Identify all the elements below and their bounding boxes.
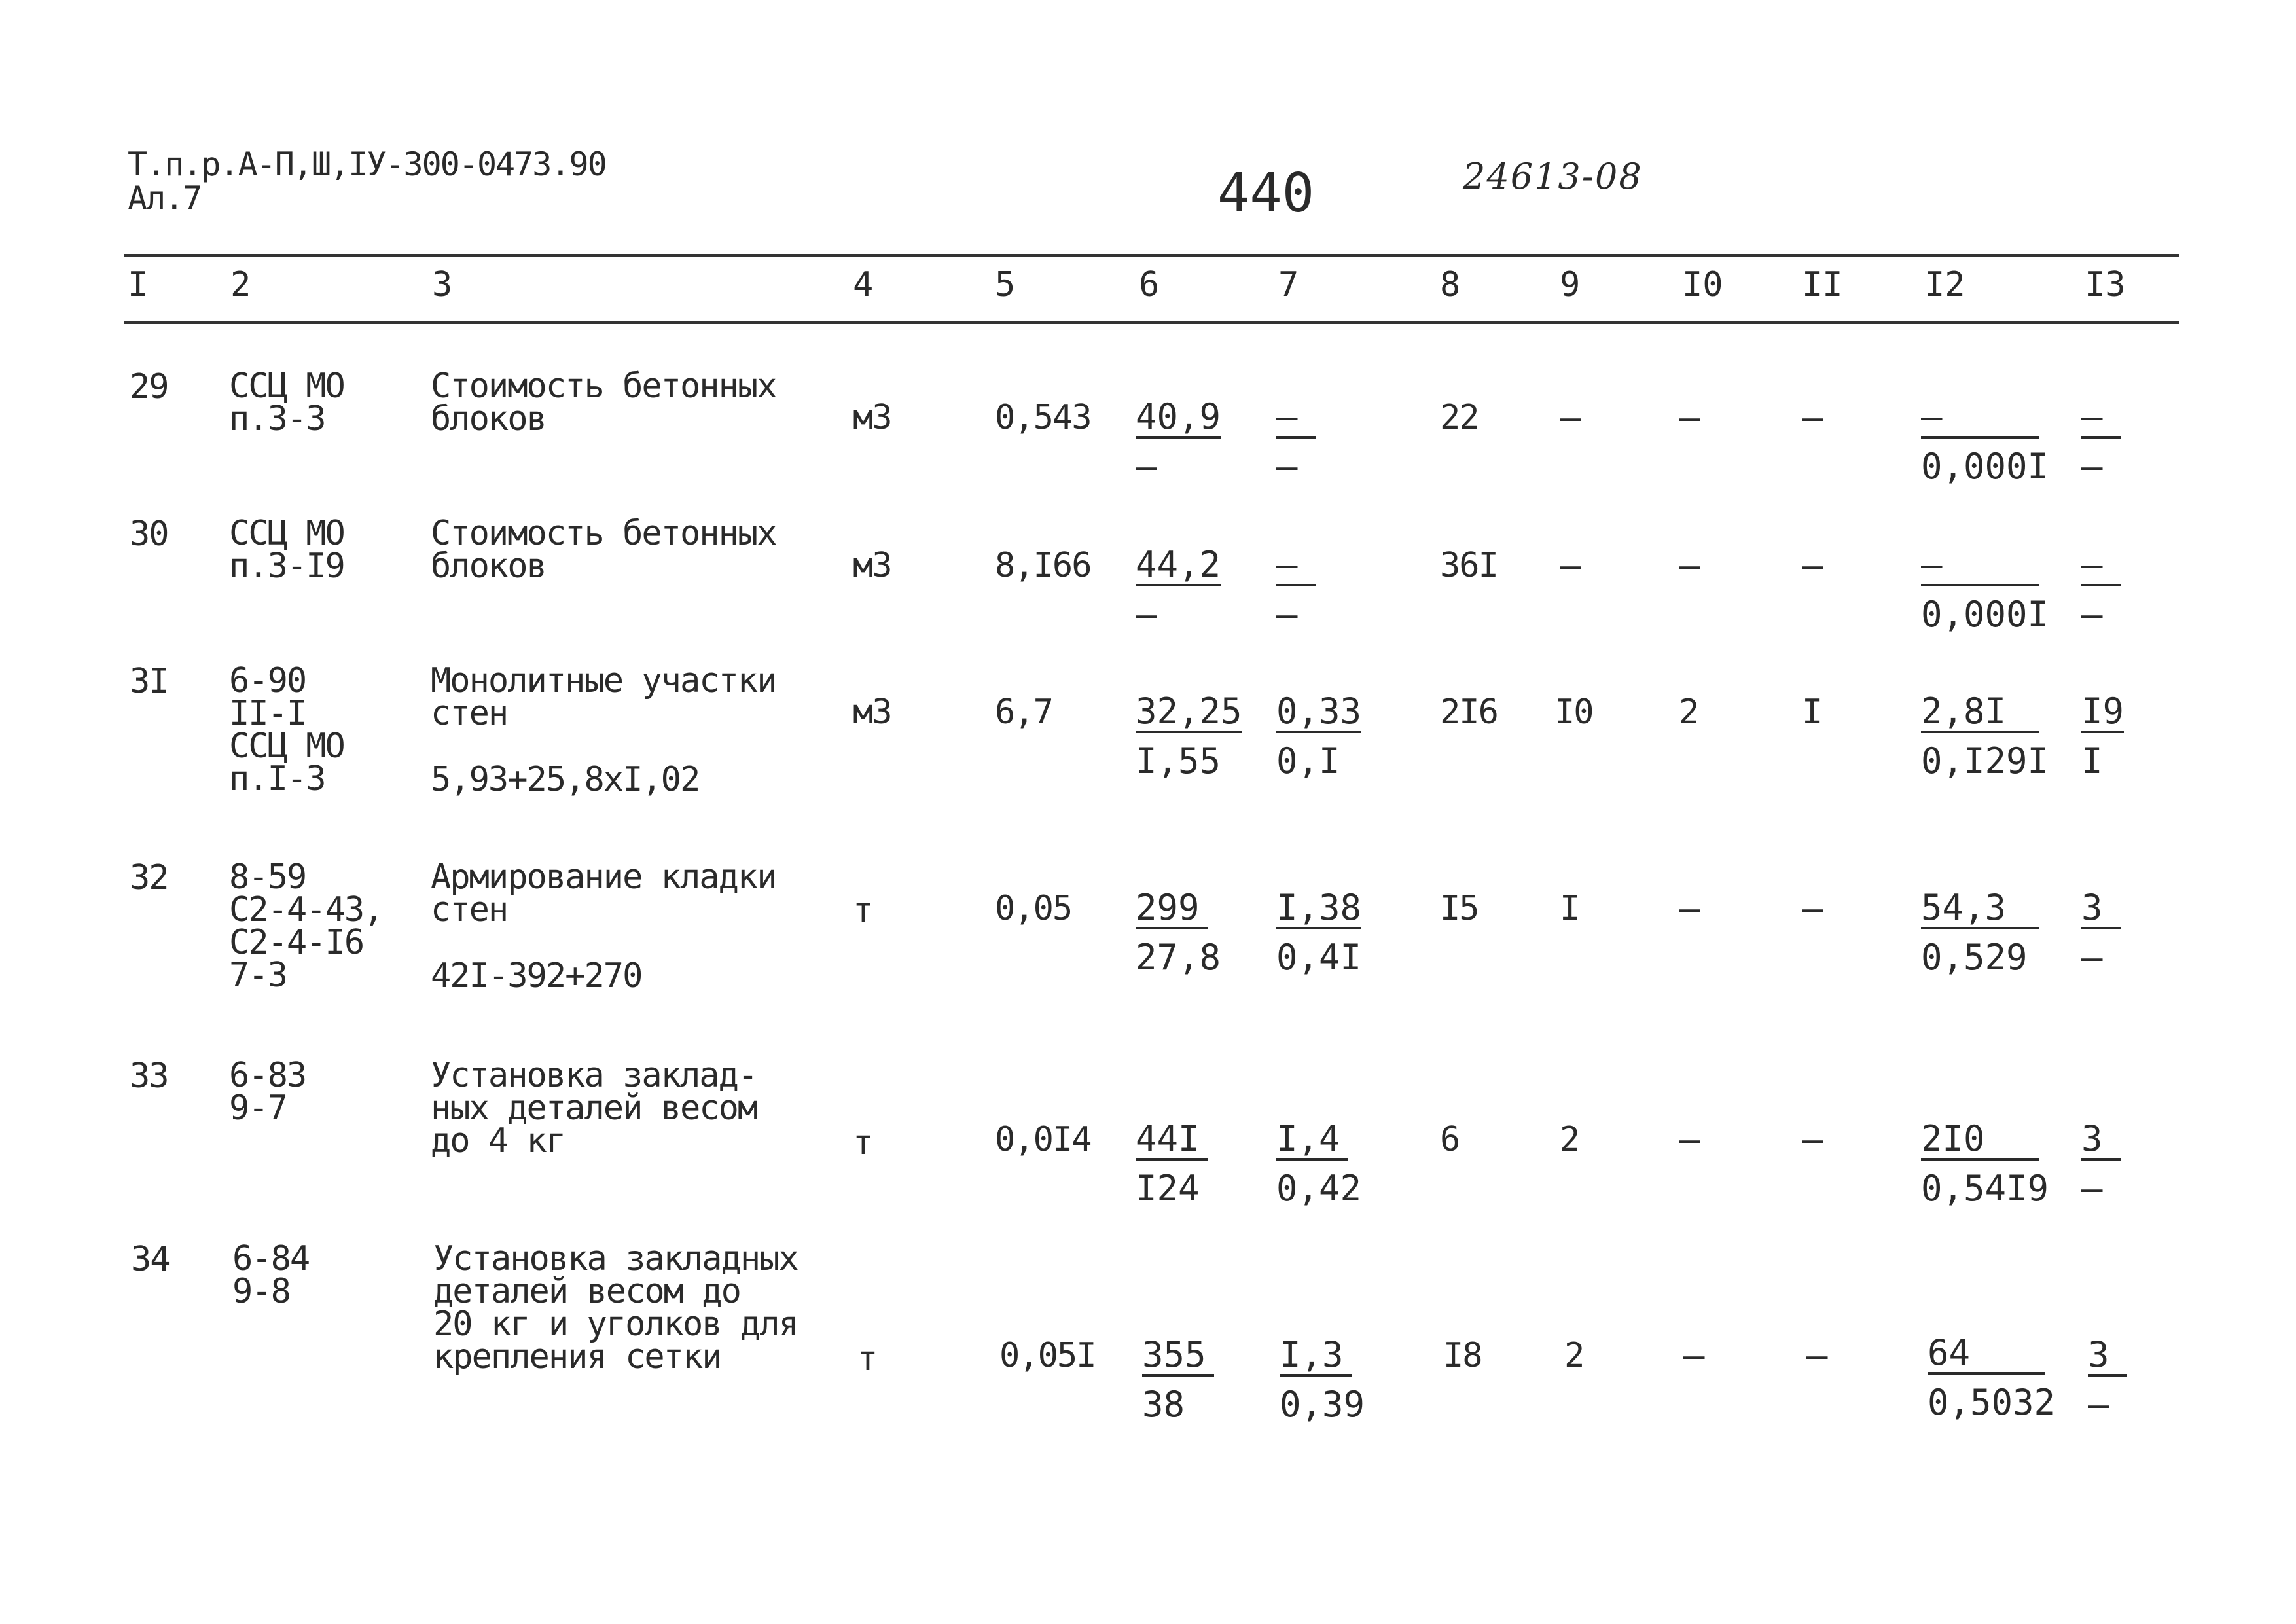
column-header-11: II <box>1802 265 1843 304</box>
row-unit: м3 <box>853 693 891 732</box>
row-quantity: 0,05I <box>999 1336 1096 1375</box>
row-unit: м3 <box>853 398 891 437</box>
row-col10: – <box>1679 397 1699 438</box>
column-header-8: 8 <box>1440 265 1461 304</box>
row-number: 34 <box>131 1240 170 1279</box>
row-col7: $\frac{I,3}{0,39}$ <box>1280 1334 1365 1425</box>
column-header-6: 6 <box>1139 265 1160 304</box>
row-name: Установка заклад- ных деталей весом до 4 кг <box>431 1056 757 1161</box>
row-col11: I <box>1802 693 1821 732</box>
row-col7: $\frac{0,33}{0,I}$ <box>1276 691 1362 782</box>
row-col12: $\frac{2I0}{0,54I9}$ <box>1921 1118 2049 1209</box>
row-name: Армирование кладки стен <box>431 857 776 929</box>
row-col6: 40,9 – <box>1136 396 1221 487</box>
row-code: 6-90 II-I ССЦ МО п.I-3 <box>229 661 344 799</box>
row-col8: 36I <box>1440 546 1498 585</box>
row-code: ССЦ МО п.3-3 <box>229 367 344 439</box>
row-col9: 2 <box>1564 1336 1584 1375</box>
row-col10: 2 <box>1679 693 1698 732</box>
row-quantity: 0,543 <box>995 398 1091 437</box>
row-col9: I0 <box>1554 693 1593 732</box>
document-code-line2: Ал.7 <box>128 179 202 217</box>
row-quantity: 0,0I4 <box>995 1120 1091 1159</box>
row-number: 30 <box>130 514 168 554</box>
row-col7: – – <box>1276 547 1316 632</box>
row-name: Стоимость бетонных блоков <box>431 514 776 586</box>
column-header-7: 7 <box>1278 265 1299 304</box>
row-name: Стоимость бетонных блоков <box>431 367 776 439</box>
column-header-2: 2 <box>230 265 251 304</box>
row-name: Установка закладных деталей весом до 20 кг и уголков для крепления сетки <box>433 1239 798 1377</box>
row-col8: I5 <box>1440 889 1479 928</box>
row-number: 29 <box>130 367 168 406</box>
document-code <box>128 147 606 215</box>
row-col10: – <box>1683 1335 1704 1376</box>
row-code: 6-83 9-7 <box>229 1056 306 1128</box>
column-header-4: 4 <box>853 265 874 304</box>
row-quantity: 8,I66 <box>995 546 1091 585</box>
row-col13: $\frac{I9}{I}$ <box>2081 691 2125 782</box>
row-unit: т <box>857 1339 877 1379</box>
row-col11: – <box>1802 397 1822 438</box>
column-header-1: I <box>128 265 149 304</box>
row-unit: м3 <box>853 546 891 585</box>
row-col11: – <box>1806 1335 1827 1376</box>
row-col7: – – <box>1276 399 1316 484</box>
column-header-12: I2 <box>1924 265 1965 304</box>
row-col13: 3 – <box>2088 1337 2127 1422</box>
row-unit: т <box>853 891 872 930</box>
row-col13: 3 – <box>2081 1121 2121 1206</box>
row-col12: $\frac{2,8I}{0,I29I}$ <box>1921 691 2049 782</box>
row-col9: – <box>1560 397 1580 438</box>
row-col7: $\frac{I,38}{0,4I}$ <box>1276 887 1362 978</box>
row-col9: – <box>1560 545 1580 586</box>
column-header-5: 5 <box>995 265 1016 304</box>
column-header-10: I0 <box>1682 265 1723 304</box>
row-formula: 42I-392+270 <box>431 956 642 996</box>
row-col11: – <box>1802 888 1822 929</box>
row-formula: 5,93+25,8xI,02 <box>431 760 700 799</box>
row-col9: I <box>1560 889 1579 928</box>
column-header-3: 3 <box>432 265 453 304</box>
row-number: 32 <box>130 858 168 897</box>
row-col13: 3 – <box>2081 890 2121 975</box>
header-bottom-rule <box>124 321 2179 324</box>
row-col11: – <box>1802 545 1822 586</box>
row-col10: – <box>1679 1119 1699 1160</box>
row-col12: – 0,000I <box>1921 544 2049 635</box>
header-top-rule <box>124 254 2179 257</box>
row-code: 6-84 9-8 <box>232 1239 310 1311</box>
column-header-9: 9 <box>1560 265 1581 304</box>
document-code-line1: Т.п.р.А-П,Ш,IУ-300-0473.90 <box>128 145 606 183</box>
handwritten-code: 24613-08 <box>1463 156 1643 197</box>
row-col6: 44,2 – <box>1136 544 1221 635</box>
row-col12: – 0,000I <box>1921 396 2049 487</box>
row-unit: т <box>853 1123 872 1163</box>
row-col8: 2I6 <box>1440 693 1498 732</box>
row-col11: – <box>1802 1119 1822 1160</box>
row-number: 3I <box>130 662 168 701</box>
row-col7: $\frac{I,4}{0,42}$ <box>1276 1118 1362 1209</box>
row-code: 8-59 С2-4-43, С2-4-I6 7-3 <box>229 857 383 995</box>
row-col8: I8 <box>1443 1336 1482 1375</box>
row-code: ССЦ МО п.3-I9 <box>229 514 344 586</box>
row-col13: – – <box>2081 547 2121 632</box>
row-col8: 6 <box>1440 1120 1460 1159</box>
row-col6: $\frac{299}{27,8}$ <box>1136 887 1221 978</box>
row-col8: 22 <box>1440 398 1479 437</box>
page-number: 440 <box>1217 162 1315 225</box>
row-col6: $\frac{355}{38}$ <box>1142 1337 1214 1422</box>
row-quantity: 0,05 <box>995 889 1072 928</box>
column-header-13: I3 <box>2085 265 2126 304</box>
row-col10: – <box>1679 545 1699 586</box>
row-quantity: 6,7 <box>995 693 1052 732</box>
row-col10: – <box>1679 888 1699 929</box>
row-name: Монолитные участки стен <box>431 661 776 733</box>
row-col6: $\frac{44I}{I24}$ <box>1136 1121 1208 1206</box>
row-col12: $\frac{64}{0,5032}$ <box>1928 1332 2056 1423</box>
row-col13: – – <box>2081 399 2121 484</box>
row-col12: $\frac{54,3}{0,529}$ <box>1921 890 2039 975</box>
row-number: 33 <box>130 1056 168 1096</box>
row-col6: $\frac{32,25}{I,55}$ <box>1136 691 1242 782</box>
row-col9: 2 <box>1560 1120 1579 1159</box>
